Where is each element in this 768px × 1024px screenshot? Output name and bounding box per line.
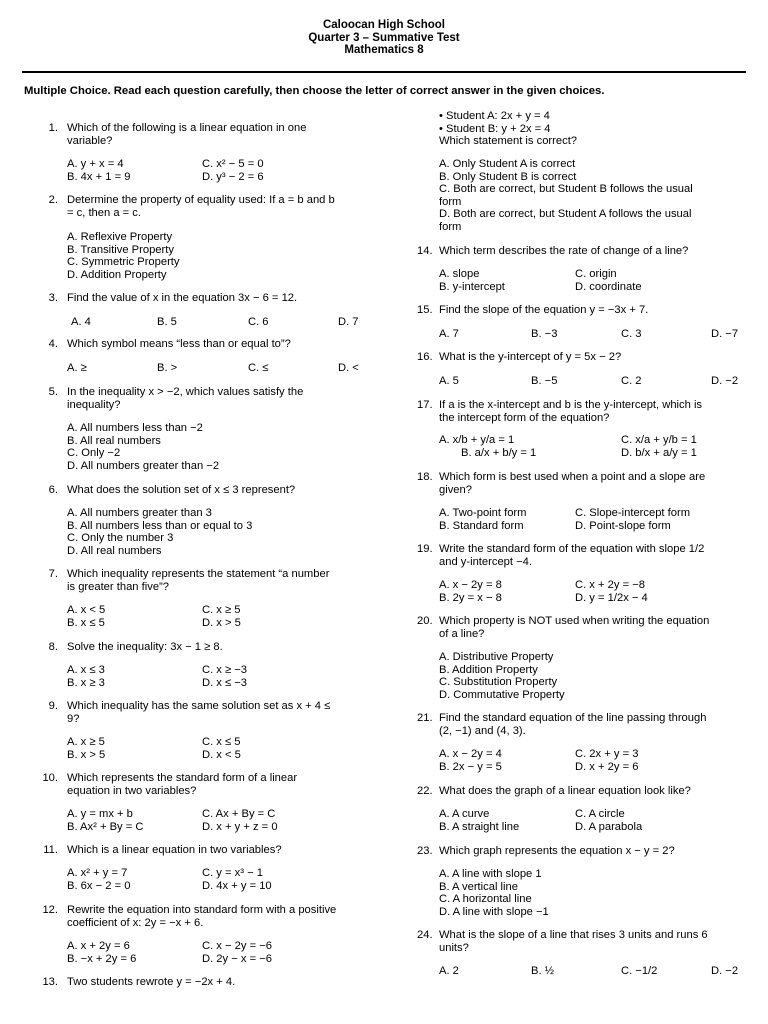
stem-line: inequality? — [67, 398, 121, 411]
stem-line: Find the value of x in the equation 3x − 6 = 12. — [67, 292, 298, 304]
answer-option: D. b/x + a/y = 1 — [621, 446, 697, 459]
question-stem — [67, 338, 397, 351]
answer-option: B. A straight line — [439, 820, 520, 833]
question-stem — [67, 386, 397, 411]
question-number: 21. — [417, 712, 433, 724]
question-number: 9. — [48, 700, 58, 712]
stem-line: What is the slope of a line that rises 3 units and runs 6 — [439, 929, 708, 941]
question-stem — [439, 543, 768, 568]
question-stem — [67, 568, 397, 593]
answer-option: A. x − 2y = 4 — [439, 748, 502, 760]
answer-option: B. 4x + 1 = 9 — [67, 170, 131, 183]
question-number: 24. — [417, 929, 433, 941]
question-number: 19. — [417, 543, 433, 555]
stem-line: Which form is best used when a point and a slope are — [439, 471, 706, 483]
question-stem — [439, 304, 768, 317]
header-divider — [22, 71, 746, 73]
answer-option: A. All numbers greater than 3 — [67, 507, 212, 519]
stem-line: • Student B: y + 2x = 4 — [439, 122, 551, 135]
answer-option: A. Only Student A is correct — [439, 158, 576, 170]
stem-line: Find the slope of the equation y = −3x + 7. — [439, 304, 649, 316]
stem-line: of a line? — [439, 627, 485, 640]
school-name: Caloocan High School — [322, 19, 446, 31]
stem-line: Which property is NOT used when writing the equation — [439, 615, 710, 627]
answer-option: C. x² − 5 = 0 — [202, 158, 264, 170]
answer-option: B. > — [157, 362, 178, 374]
answer-option: D. Commutative Property — [439, 688, 565, 701]
answer-option: C. ≤ — [248, 362, 269, 374]
answer-option: B. All numbers less than or equal to 3 — [67, 519, 253, 532]
question-stem — [67, 772, 397, 797]
stem-line: Which of the following is a linear equation in one — [67, 122, 307, 134]
instructions: Multiple Choice. Read each question carefully, then choose the letter of correct answer in the given choices. — [24, 85, 605, 97]
stem-line: given? — [439, 483, 472, 496]
answer-option: C. Ax + By = C — [202, 808, 276, 820]
answer-option: form — [439, 221, 462, 233]
answer-option: D. All real numbers — [67, 544, 162, 557]
question-stem — [67, 904, 397, 929]
answer-option: A. x − 2y = 8 — [439, 579, 502, 591]
question-stem — [439, 845, 768, 858]
answer-option: B. −3 — [531, 328, 558, 340]
stem-line: What does the graph of a linear equation look like? — [439, 785, 691, 797]
stem-line: Two students rewrote y = −2x + 4. — [67, 976, 236, 988]
answer-option: D. A line with slope −1 — [439, 905, 549, 918]
question-stem — [439, 245, 768, 258]
answer-option: B. All real numbers — [67, 434, 161, 447]
answer-option: A. Distributive Property — [439, 651, 554, 663]
stem-line: = c, then a = c. — [67, 206, 142, 219]
answer-option: C. y = x³ − 1 — [202, 867, 263, 879]
question-number: 23. — [417, 845, 433, 857]
answer-option: A. y + x = 4 — [67, 158, 124, 170]
answer-option: D. 4x + y = 10 — [202, 879, 272, 892]
answer-option: B. 2x − y = 5 — [439, 760, 502, 773]
answer-option: D. Addition Property — [67, 268, 167, 281]
answer-option: A. All numbers less than −2 — [67, 422, 203, 434]
question-number: 15. — [417, 304, 433, 316]
stem-line: equation in two variables? — [67, 784, 197, 797]
stem-line: In the inequality x > −2, which values satisfy the — [67, 386, 304, 398]
question-number: 5. — [48, 386, 58, 398]
answer-option: B. a/x + b/y = 1 — [461, 446, 537, 459]
answer-option: B. 5 — [157, 316, 177, 328]
question-number: 18. — [417, 471, 433, 483]
stem-line: What is the y-intercept of y = 5x − 2? — [439, 351, 622, 363]
stem-line: and y-intercept −4. — [439, 555, 532, 568]
answer-option: C. x − 2y = −6 — [202, 940, 272, 952]
question-number: 11. — [43, 844, 58, 856]
stem-line: Determine the property of equality used: If a = b and b — [67, 194, 335, 206]
question-stem — [67, 484, 397, 497]
answer-option: D. All numbers greater than −2 — [67, 459, 220, 472]
answer-option: B. A vertical line — [439, 880, 518, 893]
question-number: 13. — [42, 976, 58, 988]
question-stem — [67, 122, 397, 147]
stem-line: Write the standard form of the equation with slope 1/2 — [439, 543, 705, 555]
stem-line: Rewrite the equation into standard form with a positive — [67, 904, 337, 916]
question-number: 17. — [417, 399, 433, 411]
answer-option: D. x < 5 — [202, 748, 241, 761]
test-header — [0, 19, 768, 57]
answer-option: C. Symmetric Property — [67, 256, 180, 269]
answer-option: D. y = 1/2x − 4 — [575, 591, 648, 604]
stem-line: the intercept form of the equation? — [439, 411, 610, 424]
question-number: 22. — [417, 785, 433, 797]
answer-option: B. 2y = x − 8 — [439, 591, 502, 604]
question-number: 6. — [48, 484, 58, 496]
question-number: 14. — [417, 245, 433, 257]
answer-option: C. 3 — [621, 328, 642, 340]
stem-line: coefficient of x: 2y = −x + 6. — [67, 916, 204, 929]
answer-option: B. −5 — [531, 375, 558, 387]
answer-option: A. 2 — [439, 965, 459, 977]
stem-line: is greater than five”? — [67, 580, 169, 593]
answer-option: C. 2x + y = 3 — [575, 748, 639, 760]
answer-option: A. A curve — [439, 808, 490, 820]
question-stem — [67, 700, 397, 725]
answer-option: C. x ≥ 5 — [202, 604, 241, 616]
question-stem — [439, 399, 768, 424]
answer-option: A. Reflexive Property — [67, 231, 173, 243]
question-number: 10. — [42, 772, 58, 784]
answer-option: A. x + 2y = 6 — [67, 940, 130, 952]
answer-option: D. −7 — [711, 328, 739, 340]
answer-option: A. 5 — [439, 375, 459, 387]
answer-option: A. x/b + y/a = 1 — [439, 434, 515, 446]
question-number: 7. — [48, 568, 58, 580]
answer-option: C. Slope-intercept form — [575, 507, 691, 519]
stem-line: • Student A: 2x + y = 4 — [439, 110, 550, 122]
answer-option: C. origin — [575, 268, 617, 280]
stem-line: Solve the inequality: 3x − 1 ≥ 8. — [67, 641, 223, 653]
answer-option: C. x ≥ −3 — [202, 664, 248, 676]
answer-option: C. x + 2y = −8 — [575, 579, 645, 591]
question-stem — [439, 615, 768, 640]
question-stem — [439, 471, 768, 496]
stem-line: Which is a linear equation in two variables? — [67, 844, 282, 856]
answer-option: A. x² + y = 7 — [67, 867, 128, 879]
stem-line: Which inequality has the same solution set as x + 4 ≤ — [67, 700, 331, 712]
answer-option: B. −x + 2y = 6 — [67, 952, 137, 965]
answer-option: D. A parabola — [575, 820, 643, 833]
question-stem — [439, 351, 768, 364]
answer-option: C. Both are correct, but Student B follows the usual — [439, 183, 693, 196]
answer-option: B. x ≤ 5 — [67, 616, 105, 629]
stem-line: Which represents the standard form of a linear — [67, 772, 298, 784]
answer-option: B. Addition Property — [439, 663, 538, 676]
question-stem — [439, 712, 768, 737]
stem-line: Which symbol means “less than or equal to”? — [67, 338, 291, 350]
stem-line: (2, −1) and (4, 3). — [439, 724, 526, 737]
answer-option: D. Both are correct, but Student A follows the usual — [439, 208, 692, 221]
answer-option: form — [439, 195, 462, 208]
question-stem — [67, 641, 397, 654]
answer-option: D. −2 — [711, 375, 739, 387]
answer-option: D. coordinate — [575, 280, 642, 293]
answer-option: B. Ax² + By = C — [67, 820, 144, 833]
stem-line: Which statement is correct? — [439, 135, 578, 148]
question-stem — [439, 110, 768, 148]
answer-option: C. Substitution Property — [439, 676, 558, 689]
answer-option: D. x ≤ −3 — [202, 676, 248, 689]
answer-option: D. y³ − 2 = 6 — [202, 170, 264, 183]
stem-line: variable? — [67, 134, 113, 147]
stem-line: units? — [439, 941, 469, 954]
stem-line: Which term describes the rate of change of a line? — [439, 245, 689, 257]
subject-name: Mathematics 8 — [344, 44, 424, 56]
question-number: 8. — [48, 641, 58, 653]
answer-option: C. A horizontal line — [439, 893, 532, 906]
answer-option: B. y-intercept — [439, 280, 505, 293]
answer-option: D. x > 5 — [202, 616, 241, 629]
answer-option: A. Two-point form — [439, 507, 527, 519]
answer-option: A. x ≤ 3 — [67, 664, 105, 676]
test-title: Quarter 3 – Summative Test — [308, 31, 460, 44]
answer-option: C. A circle — [575, 808, 625, 820]
answer-option: D. 7 — [338, 316, 359, 328]
question-number: 12. — [42, 904, 58, 916]
stem-line: Which graph represents the equation x − y = 2? — [439, 845, 675, 857]
answer-option: A. ≥ — [67, 362, 87, 374]
question-number: 1. — [48, 122, 58, 134]
answer-option: D. x + y + z = 0 — [202, 820, 278, 833]
question-number: 4. — [48, 338, 58, 350]
question-number: 3. — [48, 292, 58, 304]
stem-line: If a is the x-intercept and b is the y-intercept, which is — [439, 399, 703, 411]
stem-line: Which inequality represents the statement “a number — [67, 568, 330, 580]
answer-option: A. x < 5 — [67, 604, 106, 616]
answer-option: A. 4 — [71, 316, 91, 328]
answer-option: D. 2y − x = −6 — [202, 952, 272, 965]
answer-option: B. x ≥ 3 — [67, 676, 105, 689]
question-stem — [67, 292, 397, 305]
answer-option: B. ½ — [531, 965, 555, 977]
answer-option: D. x + 2y = 6 — [575, 760, 639, 773]
question-number: 20. — [417, 615, 433, 627]
answer-option: C. x/a + y/b = 1 — [621, 434, 697, 446]
answer-option: C. −1/2 — [621, 965, 658, 977]
answer-option: C. x ≤ 5 — [202, 736, 241, 748]
answer-option: C. 2 — [621, 375, 642, 387]
answer-option: B. Transitive Property — [67, 243, 174, 256]
question-number: 2. — [48, 194, 58, 206]
stem-line: 9? — [67, 712, 80, 725]
question-stem — [67, 844, 397, 857]
answer-option: D. < — [338, 362, 359, 374]
answer-option: B. Only Student B is correct — [439, 170, 577, 183]
question-stem — [67, 976, 397, 989]
answer-option: A. A line with slope 1 — [439, 868, 542, 880]
answer-option: A. y = mx + b — [67, 808, 133, 820]
question-stem — [439, 929, 768, 954]
question-stem — [439, 785, 768, 798]
answer-option: A. 7 — [439, 328, 459, 340]
question-number: 16. — [417, 351, 433, 363]
answer-option: C. 6 — [248, 316, 269, 328]
answer-option: C. Only the number 3 — [67, 532, 174, 545]
answer-option: C. Only −2 — [67, 447, 121, 460]
answer-option: A. slope — [439, 268, 480, 280]
stem-line: Find the standard equation of the line passing through — [439, 712, 707, 724]
stem-line: What does the solution set of x ≤ 3 represent? — [67, 484, 296, 496]
answer-option: D. Point-slope form — [575, 519, 671, 532]
answer-option: B. x > 5 — [67, 748, 106, 761]
answer-option: D. −2 — [711, 965, 739, 977]
answer-option: B. Standard form — [439, 519, 524, 532]
answer-option: B. 6x − 2 = 0 — [67, 879, 131, 892]
answer-option: A. x ≥ 5 — [67, 736, 105, 748]
question-stem — [67, 194, 397, 219]
